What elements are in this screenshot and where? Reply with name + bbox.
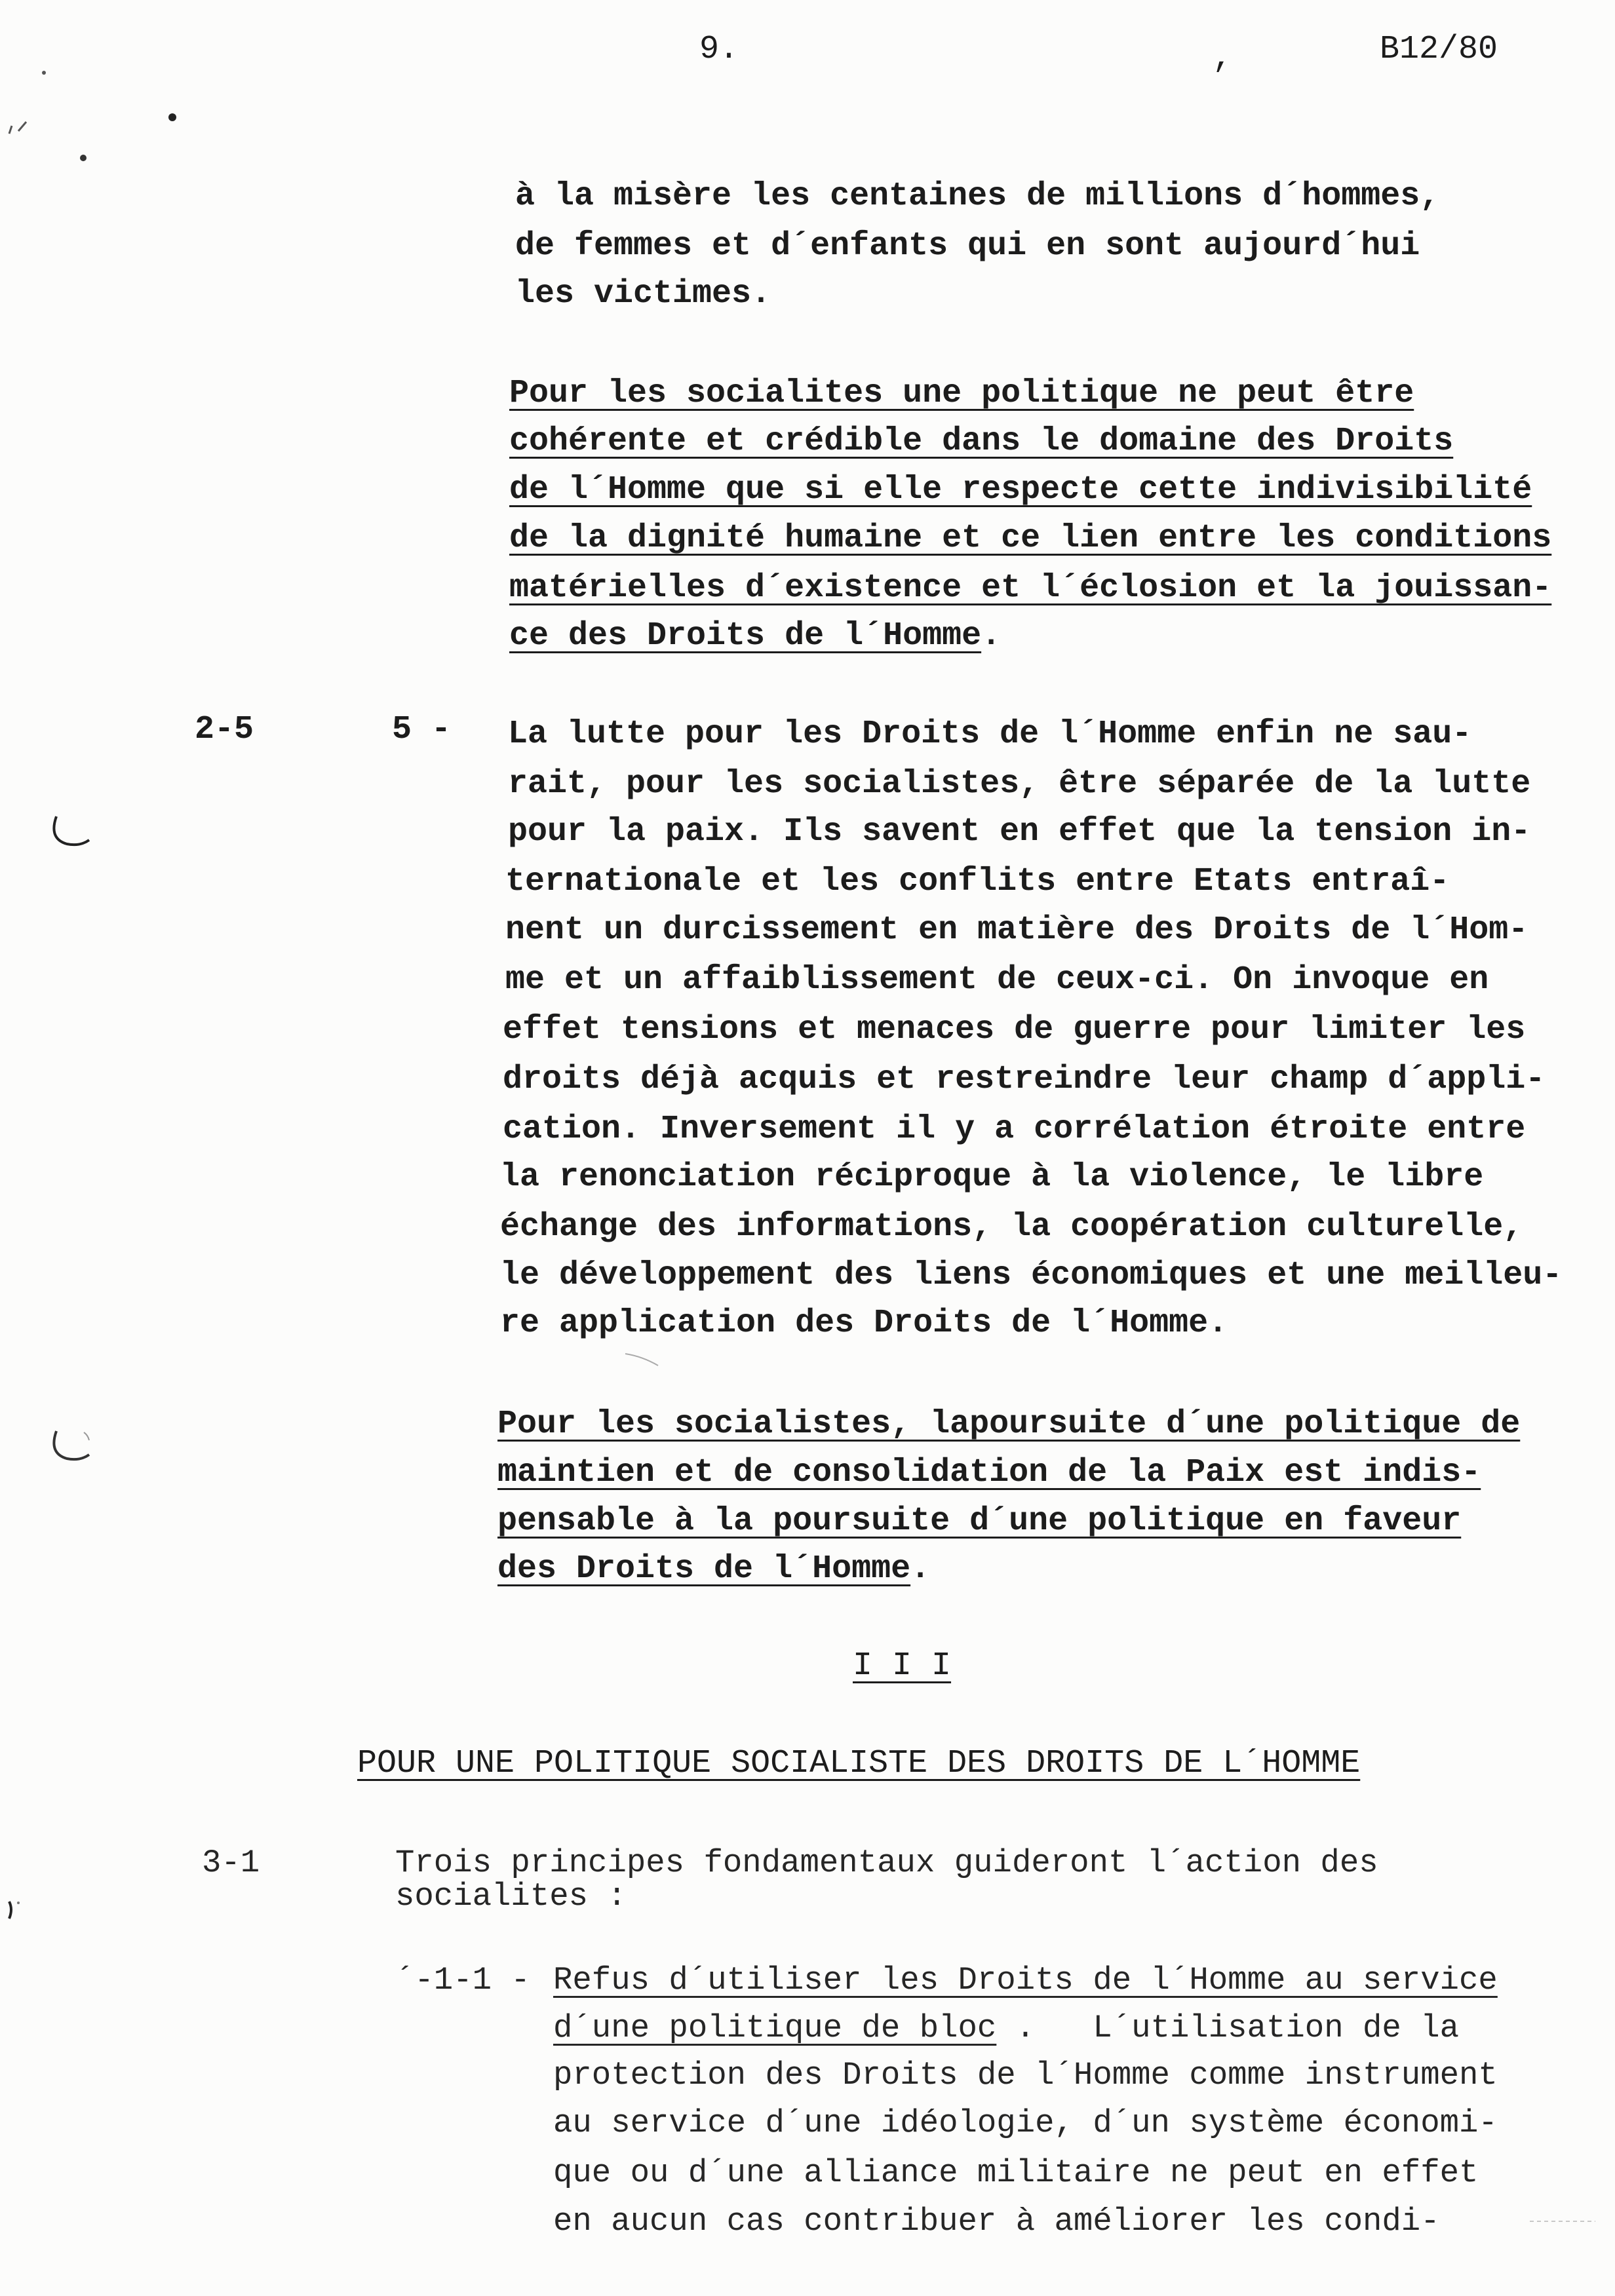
text-line: maintien et de consolidation de la Paix est indis- [497, 1454, 1481, 1491]
text-line: le développement des liens économiques et une meilleu- [500, 1257, 1563, 1294]
text-line: rait, pour les socialistes, être séparée de la lutte [508, 765, 1531, 803]
page-number: 9. [699, 31, 739, 68]
text-line: que ou d´une alliance militaire ne peut en effet [553, 2154, 1479, 2191]
item-number: ´-1-1 - [395, 1962, 530, 1999]
text-line [553, 2012, 1459, 2044]
period: . [910, 1550, 931, 1588]
text-line: de femmes et d´enfants qui en sont aujourd´hui [515, 227, 1420, 265]
text-line: cohérente et crédible dans le domaine des Droits [509, 423, 1454, 460]
period: . [981, 617, 1002, 655]
text-line: me et un affaiblissement de ceux-ci. On invoque en [505, 961, 1489, 999]
text-line: Pour les socialistes, lapoursuite d´une politique de [497, 1406, 1521, 1443]
text-line: la renonciation réciproque à la violence, le libre [500, 1158, 1484, 1196]
chapter-title: POUR UNE POLITIQUE SOCIALISTE DES DROITS DE L´HOMME [357, 1745, 1361, 1782]
text-line: Pour les socialites une politique ne peut être [509, 375, 1414, 412]
text-line: La lutte pour les Droits de l´Homme enfin ne sau- [508, 716, 1472, 753]
punch-hole-mark [47, 813, 93, 852]
text-line: à la misère les centaines de millions d´hommes, [515, 178, 1440, 215]
scan-artifact-smudge [1527, 2215, 1599, 2228]
scan-artifact-mark [3, 1898, 22, 1924]
text-line: pensable à la poursuite d´une politique en faveur [497, 1502, 1462, 1540]
text-line: de l´Homme que si elle respecte cette indivisibilité [509, 471, 1532, 508]
section-number: 2-5 [195, 711, 254, 748]
text-line: Trois principes fondamentaux guideront l´action des [395, 1845, 1378, 1881]
text-line: re application des Droits de l´Homme. [500, 1305, 1228, 1342]
text-line: pour la paix. Ils savent en effet que la tension in- [508, 813, 1531, 851]
text-line: socialites : [395, 1878, 627, 1915]
scan-artifact-dot [41, 69, 47, 76]
text-line: de la dignité humaine et ce lien entre les conditions [509, 520, 1552, 557]
underlined-text: ce des Droits de l´Homme [509, 617, 982, 655]
text-line: cation. Inversement il y a corrélation étroite entre [503, 1111, 1526, 1148]
text-line [509, 617, 1002, 655]
text-line: protection des Droits de l´Homme comme instrument [553, 2057, 1498, 2094]
text-line: ternationale et les conflits entre Etats entraî- [505, 863, 1450, 900]
text-line: effet tensions et menaces de guerre pour limiter les [503, 1011, 1526, 1048]
item-number: 5 - [392, 711, 452, 748]
text-line: au service d´une idéologie, d´un système économi- [553, 2105, 1498, 2141]
scan-artifact-dot [167, 112, 178, 123]
item-heading: Refus d´utiliser les Droits de l´Homme au service [553, 1962, 1498, 1999]
underlined-text: des Droits de l´Homme [497, 1550, 911, 1588]
scan-artifact-dot [79, 153, 88, 163]
text-line: matérielles d´existence et l´éclosion et la jouissan- [509, 569, 1552, 607]
text-line: les victimes. [515, 275, 771, 313]
text-line: droits déjà acquis et restreindre leur champ d´appli- [503, 1061, 1546, 1098]
text-line: nent un durcissement en matière des Droits de l´Hom- [505, 911, 1528, 949]
text-line: en aucun cas contribuer à améliorer les condi- [553, 2203, 1440, 2240]
scan-artifact-smudge [623, 1350, 662, 1369]
text-line: échange des informations, la coopération culturelle, [500, 1208, 1523, 1246]
section-number: 3-1 [202, 1845, 260, 1881]
chapter-numeral: I I I [853, 1647, 952, 1685]
text-run: . L´utilisation de la [996, 2010, 1460, 2046]
item-heading-continued: d´une politique de bloc [553, 2010, 997, 2046]
text-line [497, 1550, 931, 1588]
scan-artifact-tick [7, 117, 33, 136]
document-reference: B12/80 [1380, 31, 1498, 68]
header-comma: , [1213, 39, 1233, 77]
punch-hole-mark [47, 1427, 93, 1466]
